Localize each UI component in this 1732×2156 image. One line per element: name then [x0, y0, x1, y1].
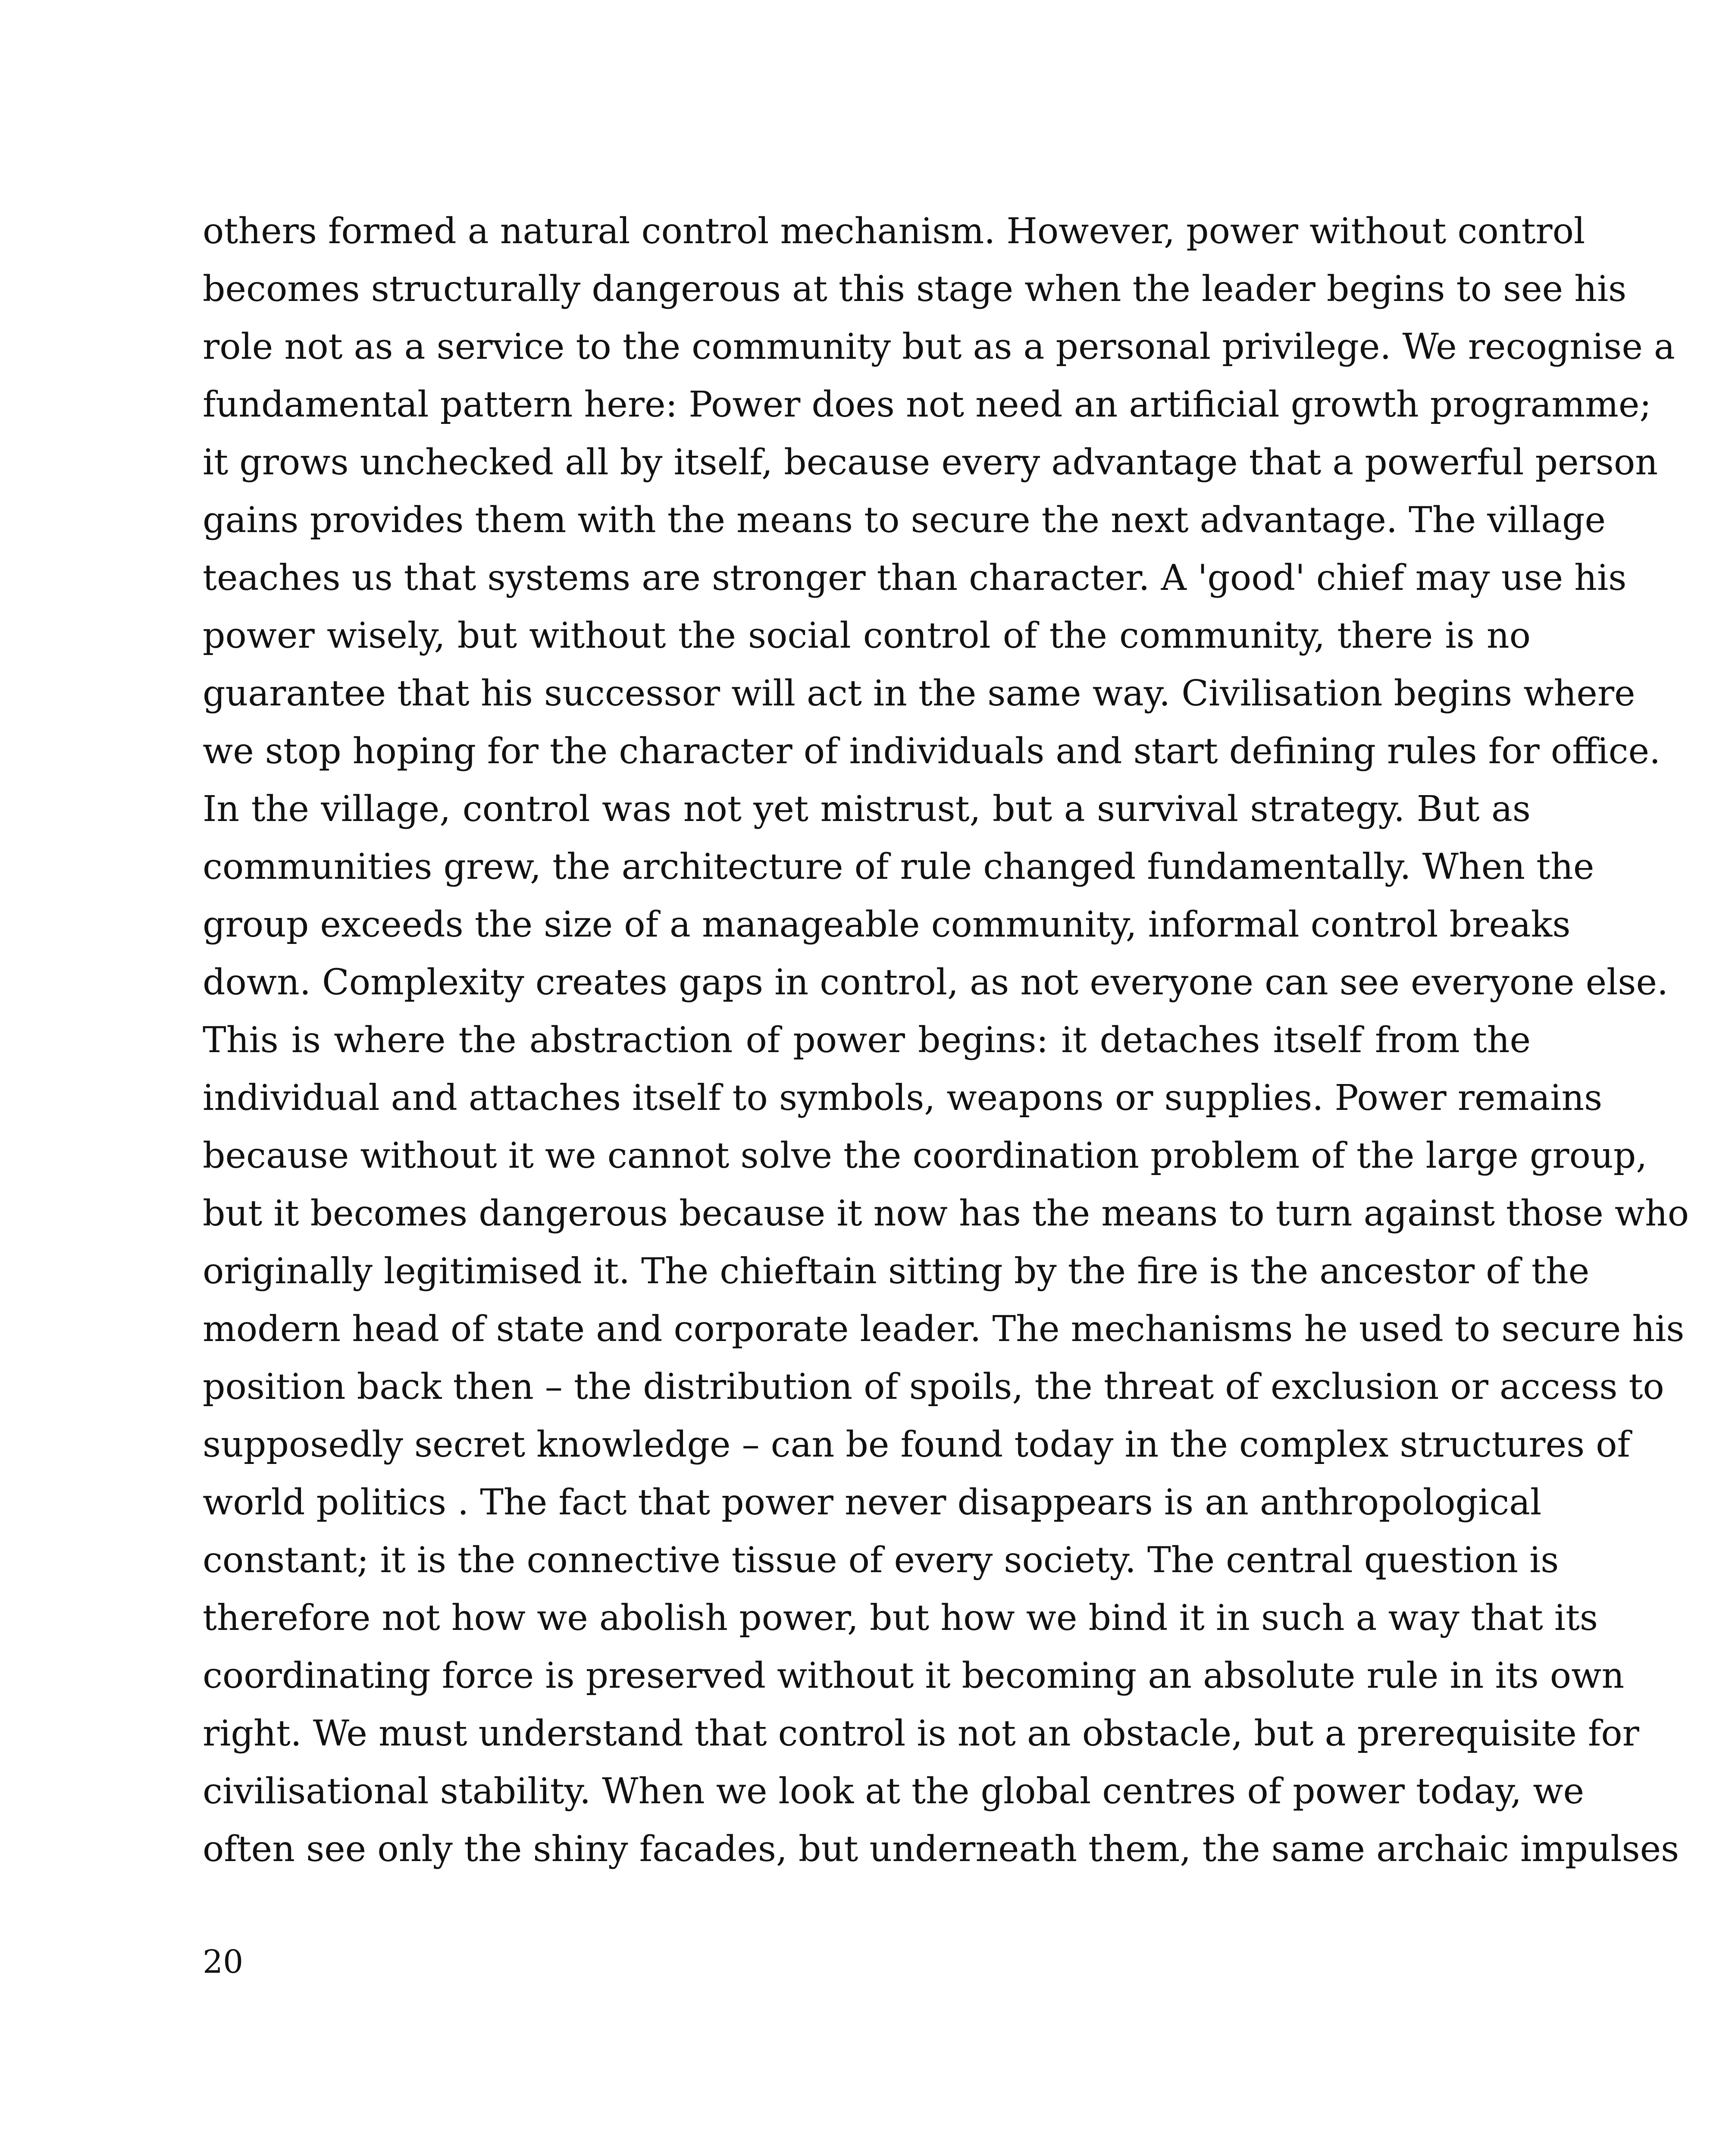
text-line: world politics . The fact that power never disappears is an anthropological [203, 1482, 1542, 1523]
text-line: down. Complexity creates gaps in control, as not everyone can see everyone else. [203, 962, 1669, 1003]
text-line: teaches us that systems are stronger than character. A 'good' chief may use his [203, 558, 1627, 599]
text-line: often see only the shiny facades, but underneath them, the same archaic impulses [203, 1829, 1679, 1870]
text-line: right. We must understand that control is not an obstacle, but a prerequisite for [203, 1713, 1639, 1754]
text-line: In the village, control was not yet mistrust, but a survival strategy. But as [203, 789, 1531, 830]
text-line: position back then – the distribution of spoils, the threat of exclusion or access to [203, 1366, 1664, 1407]
text-line: communities grew, the architecture of rule changed fundamentally. When the [203, 846, 1594, 887]
text-line: group exceeds the size of a manageable community, informal control breaks [203, 904, 1571, 945]
page-number: 20 [203, 1943, 244, 1981]
text-line: role not as a service to the community but as a personal privilege. We recognise a [203, 326, 1675, 367]
text-line: because without it we cannot solve the coordination problem of the large group, [203, 1135, 1647, 1176]
text-line: originally legitimised it. The chieftain sitting by the fire is the ancestor of the [203, 1251, 1590, 1292]
text-line: it grows unchecked all by itself, because every advantage that a powerful person [203, 442, 1658, 483]
text-line: guarantee that his successor will act in the same way. Civilisation begins where [203, 673, 1635, 714]
text-line: but it becomes dangerous because it now has the means to turn against those who [203, 1193, 1689, 1234]
text-line: This is where the abstraction of power begins: it detaches itself from the [203, 1020, 1531, 1061]
text-line: we stop hoping for the character of individuals and start defining rules for office. [203, 731, 1661, 772]
text-line: coordinating force is preserved without it becoming an absolute rule in its own [203, 1655, 1625, 1696]
text-line: modern head of state and corporate leader. The mechanisms he used to secure his [203, 1309, 1685, 1350]
text-line: civilisational stability. When we look at the global centres of power today, we [203, 1771, 1584, 1812]
text-line: supposedly secret knowledge – can be found today in the complex structures of [203, 1424, 1630, 1465]
text-line: fundamental pattern here: Power does not need an artificial growth programme; [203, 384, 1651, 425]
text-line: becomes structurally dangerous at this stage when the leader begins to see his [203, 269, 1627, 310]
text-line: power wisely, but without the social control of the community, there is no [203, 615, 1531, 656]
text-line: others formed a natural control mechanism. However, power without control [203, 211, 1585, 252]
body-paragraph [203, 203, 1689, 1878]
text-line: gains provides them with the means to secure the next advantage. The village [203, 500, 1606, 541]
text-line: therefore not how we abolish power, but how we bind it in such a way that its [203, 1598, 1598, 1639]
text-line: constant; it is the connective tissue of every society. The central question is [203, 1540, 1559, 1581]
text-line: individual and attaches itself to symbols, weapons or supplies. Power remains [203, 1078, 1603, 1119]
